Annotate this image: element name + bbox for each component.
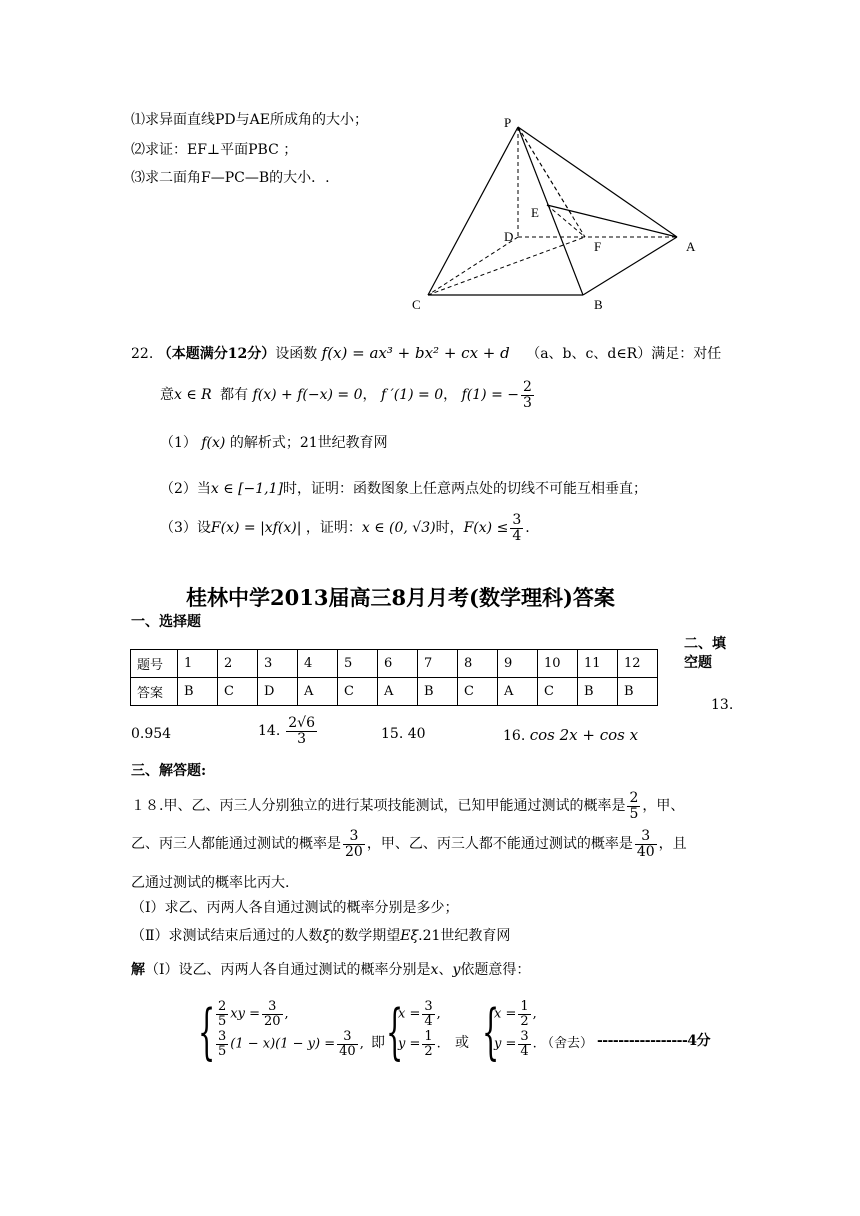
q18-part2-text: （Ⅱ）求测试结束后通过的人数 xyxy=(131,928,323,944)
solution-end: 依题意得： xyxy=(460,962,531,978)
table-cell: 1 xyxy=(178,650,218,678)
q18-line1 xyxy=(131,791,684,821)
q22-line2 xyxy=(160,380,536,410)
frac-num: 2√6 xyxy=(288,715,316,731)
q22-intro: 设函数 xyxy=(275,346,318,362)
frac-den: 40 xyxy=(636,843,655,860)
frac-den: 40 xyxy=(339,1043,356,1059)
q22-func: f(x) = ax³ + bx² + cx + d xyxy=(321,344,510,362)
q22-line1 xyxy=(131,343,721,363)
equation-row: y = $\frac{3}{4}$ . xyxy=(494,1029,537,1059)
q22-line2-a: 意 xyxy=(160,387,174,404)
q18-line2-end: ，且 xyxy=(658,836,687,853)
q22-cond1: f(x) + f(−x) = 0 xyxy=(252,387,363,404)
table-cell: 3 xyxy=(258,650,298,678)
eq-var: x = xyxy=(494,1006,517,1022)
table-cell: 7 xyxy=(418,650,458,678)
label-C: C xyxy=(412,297,421,312)
equation-row: y = $\frac{1}{2}$ . xyxy=(398,1029,441,1059)
table-cell: A xyxy=(298,678,338,706)
q18-frac-3-20 xyxy=(343,829,365,859)
brace-icon: { xyxy=(386,997,404,1067)
answers-title: 桂林中学2013届高三8月月考(数学理科)答案 xyxy=(186,585,615,610)
fill16-label: 16. xyxy=(503,728,526,744)
section-fill-heading-2: 空题 xyxy=(684,655,712,671)
q22-cond2: f ′(1) = 0 xyxy=(380,387,444,404)
eq-mid: xy = xyxy=(230,1006,260,1022)
frac-den: 2 xyxy=(520,1013,529,1029)
q18-part2 xyxy=(131,925,510,945)
q22-part2-expr: x ∈ [−1,1] xyxy=(210,481,283,497)
fill16-expr: cos 2x + cos x xyxy=(529,726,639,744)
q22-comma1: ， xyxy=(362,387,377,404)
table-cell: 4 xyxy=(298,650,338,678)
var-x: x xyxy=(430,962,439,978)
ji-word: 即 xyxy=(371,1035,385,1051)
q22-part3-end: . xyxy=(525,520,530,537)
q18-frac-2-5 xyxy=(627,791,640,821)
table-cell: C xyxy=(338,678,378,706)
q18-line1-end: ，甲、 xyxy=(642,798,685,815)
eq-var: y = xyxy=(398,1036,421,1052)
frac-den: 5 xyxy=(218,1013,227,1029)
q18-exi: Eξ xyxy=(400,928,419,944)
label-B: B xyxy=(594,297,603,312)
q22-part3-text1: ，证明： xyxy=(305,520,362,537)
equation-system-3 xyxy=(494,1000,537,1059)
equation-system-2 xyxy=(398,1000,441,1059)
table-row xyxy=(131,650,658,678)
label-E: E xyxy=(531,205,539,220)
q21-item-1: ⑴求异面直线PD与AE所成角的大小； xyxy=(131,112,368,128)
equation-system-1 xyxy=(214,1000,364,1059)
q22-params: （a、b、c、d∈R）满足：对任 xyxy=(526,346,722,362)
q21-item-2: ⑵求证：EF⊥平面PBC ； xyxy=(131,142,298,158)
q22-part3-expr2: x ∈ (0, √3) xyxy=(361,520,436,537)
section-choice-heading: 一、选择题 xyxy=(131,614,201,630)
label-F: F xyxy=(594,239,602,254)
frac-num: 3 xyxy=(424,999,433,1014)
frac-den: 5 xyxy=(218,1043,227,1059)
q22-part3-expr3: F(x) ≤ xyxy=(463,520,509,537)
frac-num: 3 xyxy=(218,1029,227,1045)
frac-num: 2 xyxy=(629,790,639,806)
table-cell: 11 xyxy=(578,650,618,678)
q22-comma2: ， xyxy=(443,387,458,404)
frac-den: 20 xyxy=(345,843,363,860)
q22-part2 xyxy=(160,478,647,498)
q21-item-3: ⑶求二面角F—PC—B的大小．. xyxy=(131,170,330,186)
frac-num: 3 xyxy=(520,1029,529,1045)
q22-part3 xyxy=(160,513,530,543)
fill15: 15. 40 xyxy=(381,726,426,742)
q22-cond3-frac xyxy=(521,380,534,410)
table-cell: C xyxy=(538,678,578,706)
table-cell: B xyxy=(418,678,458,706)
frac-num: 1 xyxy=(520,999,529,1014)
table-cell: 6 xyxy=(378,650,418,678)
q18-line2-text: 乙、丙三人都能通过测试的概率是 xyxy=(131,836,341,853)
frac-num: 3 xyxy=(635,829,657,845)
table-cell: A xyxy=(378,678,418,706)
q22-score: （本题满分12分） xyxy=(157,346,276,362)
fill16 xyxy=(503,726,638,744)
frac-num: 3 xyxy=(512,512,522,528)
section-solution-heading: 三、解答题: xyxy=(131,763,207,779)
table-cell: A xyxy=(498,678,538,706)
sep: 、 xyxy=(438,962,453,978)
q22-cond3: f(1) = − xyxy=(461,387,519,404)
table-row-label: 题号 xyxy=(131,650,178,678)
frac-den: 3 xyxy=(522,394,532,411)
score-marker: -----------------4分 xyxy=(597,1033,711,1049)
frac-den: 4 xyxy=(424,1013,433,1029)
table-cell: D xyxy=(258,678,298,706)
var-y: y xyxy=(452,962,461,978)
q18-line3: 乙通过测试的概率比丙大. xyxy=(131,875,290,891)
solution-label: 解 xyxy=(131,962,145,978)
brace-icon: { xyxy=(482,997,500,1067)
equation-row: x = $\frac{3}{4}$ , xyxy=(398,999,441,1029)
q22-part1-label: （1） xyxy=(160,435,197,451)
q18-xi: ξ xyxy=(322,928,331,944)
q18-solution-intro xyxy=(131,959,530,979)
fill13-label: 13. xyxy=(711,697,734,713)
fill14-frac xyxy=(286,716,317,746)
label-A: A xyxy=(686,239,696,254)
q22-part1-text: 的解析式；21世纪教育网 xyxy=(229,435,388,451)
frac-num: 3 xyxy=(343,829,365,845)
table-cell: C xyxy=(218,678,258,706)
fill14-label: 14. xyxy=(258,723,281,740)
q18-line2 xyxy=(131,829,687,859)
q22-part2-label: （2）当 xyxy=(160,481,211,497)
table-cell: 9 xyxy=(498,650,538,678)
q22-part1 xyxy=(160,432,388,452)
q22-line2-b: 都有 xyxy=(220,387,249,404)
q18-part1: （Ⅰ）求乙、丙两人各自通过测试的概率分别是多少； xyxy=(131,900,459,916)
brace-icon: { xyxy=(198,997,216,1067)
discard-note: （舍去） xyxy=(541,1036,594,1051)
frac-den: 4 xyxy=(512,527,522,544)
table-cell: 2 xyxy=(218,650,258,678)
eq-var: x = xyxy=(398,1006,421,1022)
table-row xyxy=(131,678,658,706)
q22-part3-label: （3）设 xyxy=(160,520,211,537)
frac-den: 2 xyxy=(424,1043,433,1059)
table-cell: 8 xyxy=(458,650,498,678)
frac-num: 2 xyxy=(218,999,227,1014)
q18-frac-3-40 xyxy=(635,829,657,859)
table-cell: 12 xyxy=(618,650,658,678)
table-cell: C xyxy=(458,678,498,706)
table-cell: 5 xyxy=(338,650,378,678)
eq-var: y = xyxy=(494,1036,517,1052)
q22-number: 22. xyxy=(131,346,154,362)
q22-part1-expr: f(x) xyxy=(201,435,226,451)
q18-part2-end: .21世纪教育网 xyxy=(418,928,511,944)
eq-mid: (1 − x)(1 − y) = xyxy=(230,1036,336,1052)
frac-num: 1 xyxy=(424,1029,433,1045)
q22-part3-expr: F(x) = |xf(x)| xyxy=(210,520,302,537)
q18-part2-mid: 的数学期望 xyxy=(330,928,401,944)
label-P: P xyxy=(504,115,512,130)
frac-den: 20 xyxy=(263,1013,281,1029)
q22-x-in-r: x ∈ R xyxy=(174,387,212,404)
huo-word: 或 xyxy=(455,1035,469,1051)
table-cell: B xyxy=(618,678,658,706)
table-cell: B xyxy=(578,678,618,706)
solution-text: （Ⅰ）设乙、丙两人各自通过测试的概率分别是 xyxy=(145,962,431,978)
frac-den: 5 xyxy=(629,805,639,822)
frac-num: 3 xyxy=(337,1030,358,1045)
q22-part3-frac xyxy=(510,513,523,543)
equation-row: $\frac{3}{5}$ (1 − x)(1 − y) = $\frac{3}{40}$ , xyxy=(218,1029,364,1059)
table-cell: 10 xyxy=(538,650,578,678)
q22-part3-text2: 时， xyxy=(435,520,464,537)
frac-num: 3 xyxy=(262,1000,283,1015)
frac-num: 2 xyxy=(522,379,532,395)
fill14 xyxy=(258,716,319,746)
q22-part2-text: 时，证明：函数图象上任意两点处的切线不可能互相垂直； xyxy=(283,481,647,497)
section-fill-heading-1: 二、填 xyxy=(684,636,726,652)
label-D: D xyxy=(504,229,514,244)
q18-line2-mid: ，甲、乙、丙三人都不能通过测试的概率是 xyxy=(366,836,633,853)
fill13-value: 0.954 xyxy=(131,726,172,742)
answer-table xyxy=(130,649,658,706)
frac-den: 4 xyxy=(520,1043,529,1059)
equation-row: $\frac{2}{5}$ xy = $\frac{3}{20}$ , xyxy=(218,999,289,1029)
pyramid-diagram xyxy=(400,105,720,320)
table-cell: B xyxy=(178,678,218,706)
q18-line1-text: １８.甲、乙、丙三人分别独立的进行某项技能测试，已知甲能通过测试的概率是 xyxy=(131,798,626,815)
frac-den: 3 xyxy=(297,730,307,747)
equation-row: x = $\frac{1}{2}$ , xyxy=(494,999,537,1029)
table-row-label: 答案 xyxy=(131,678,178,706)
